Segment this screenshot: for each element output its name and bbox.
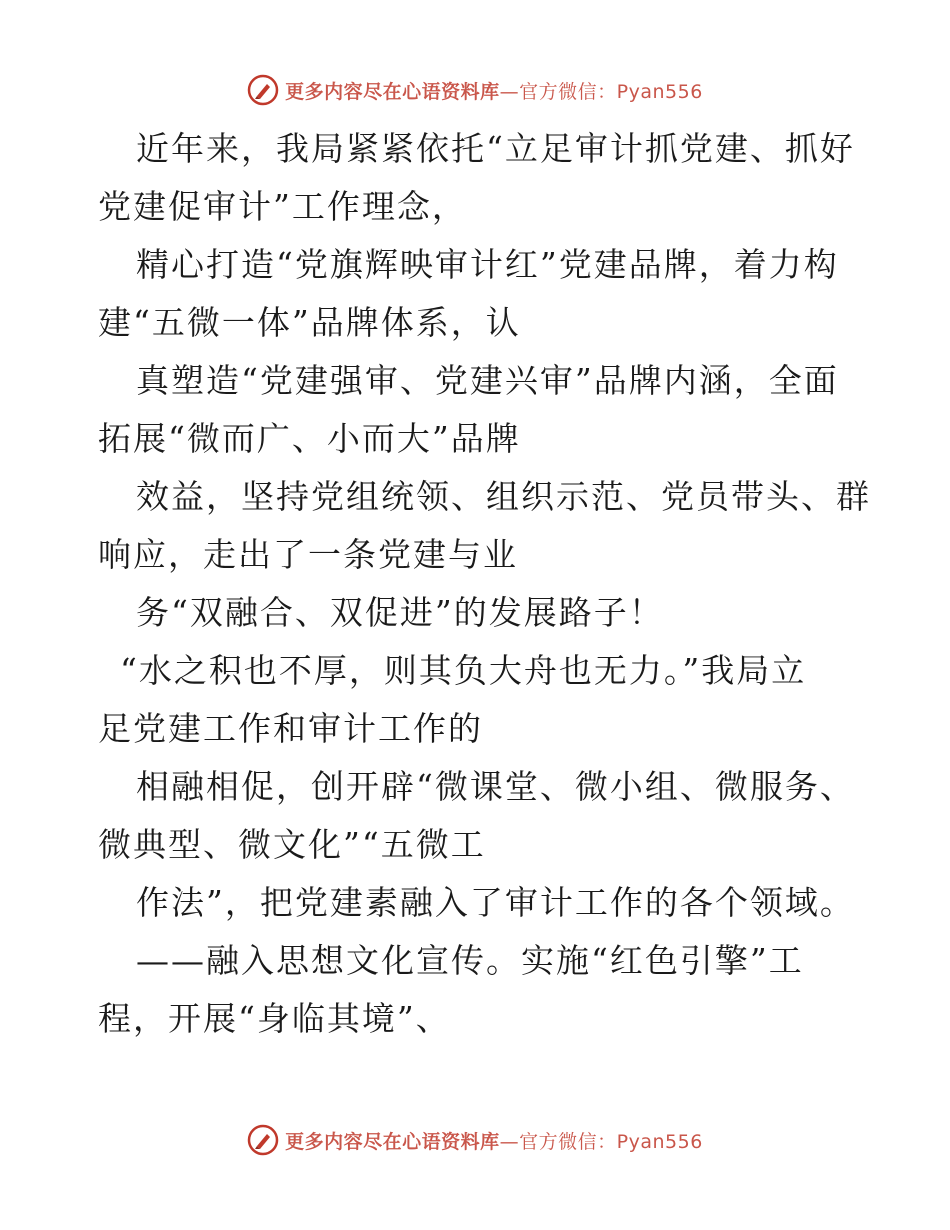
footer-watermark xyxy=(0,1120,950,1160)
paragraph-line: 精心打造“党旗辉映审计红”党建品牌，着力构 xyxy=(136,245,839,284)
pen-logo-icon xyxy=(247,1124,279,1156)
pen-logo-icon xyxy=(247,74,279,106)
paragraph-line: 效益，坚持党组统领、组织示范、党员带头、群 xyxy=(136,477,871,516)
paragraph-line: 相融相促，创开辟“微课堂、微小组、微服务、 xyxy=(136,767,855,806)
header-watermark xyxy=(0,70,950,110)
watermark-main: 更多内容尽在心语资料库 xyxy=(285,1130,500,1153)
watermark-tail: 官方微信：Pyan556 xyxy=(519,80,703,103)
watermark-dash: — xyxy=(499,80,520,103)
paragraph-line: 足党建工作和审计工作的 xyxy=(98,709,483,748)
paragraph-line: 程，开展“身临其境”、 xyxy=(98,999,451,1038)
document-body xyxy=(98,120,871,1048)
paragraph-line: ——融入思想文化宣传。实施“红色引擎”工 xyxy=(136,941,804,980)
paragraph-line: “水之积也不厚，则其负大舟也无力。”我局立 xyxy=(120,651,807,690)
paragraph-line: 党建促审计”工作理念， xyxy=(98,187,467,226)
watermark-tail: 官方微信：Pyan556 xyxy=(519,1130,703,1153)
paragraph-line: 建“五微一体”品牌体系，认 xyxy=(98,303,521,342)
watermark-text xyxy=(285,77,703,104)
watermark-dash: — xyxy=(499,1130,520,1153)
paragraph-line: 务“双融合、双促进”的发展路子！ xyxy=(136,593,664,632)
paragraph-line: 微典型、微文化”“五微工 xyxy=(98,825,486,864)
paragraph-line: 作法”，把党建素融入了审计工作的各个领域。 xyxy=(136,883,855,922)
paragraph-line: 拓展“微而广、小而大”品牌 xyxy=(98,419,521,458)
paragraph-line: 真塑造“党建强审、党建兴审”品牌内涵，全面 xyxy=(136,361,839,400)
paragraph-line: 响应，走出了一条党建与业 xyxy=(98,535,518,574)
watermark-main: 更多内容尽在心语资料库 xyxy=(285,80,500,103)
watermark-text xyxy=(285,1127,703,1154)
paragraph-line: 近年来，我局紧紧依托“立足审计抓党建、抓好 xyxy=(136,129,855,168)
